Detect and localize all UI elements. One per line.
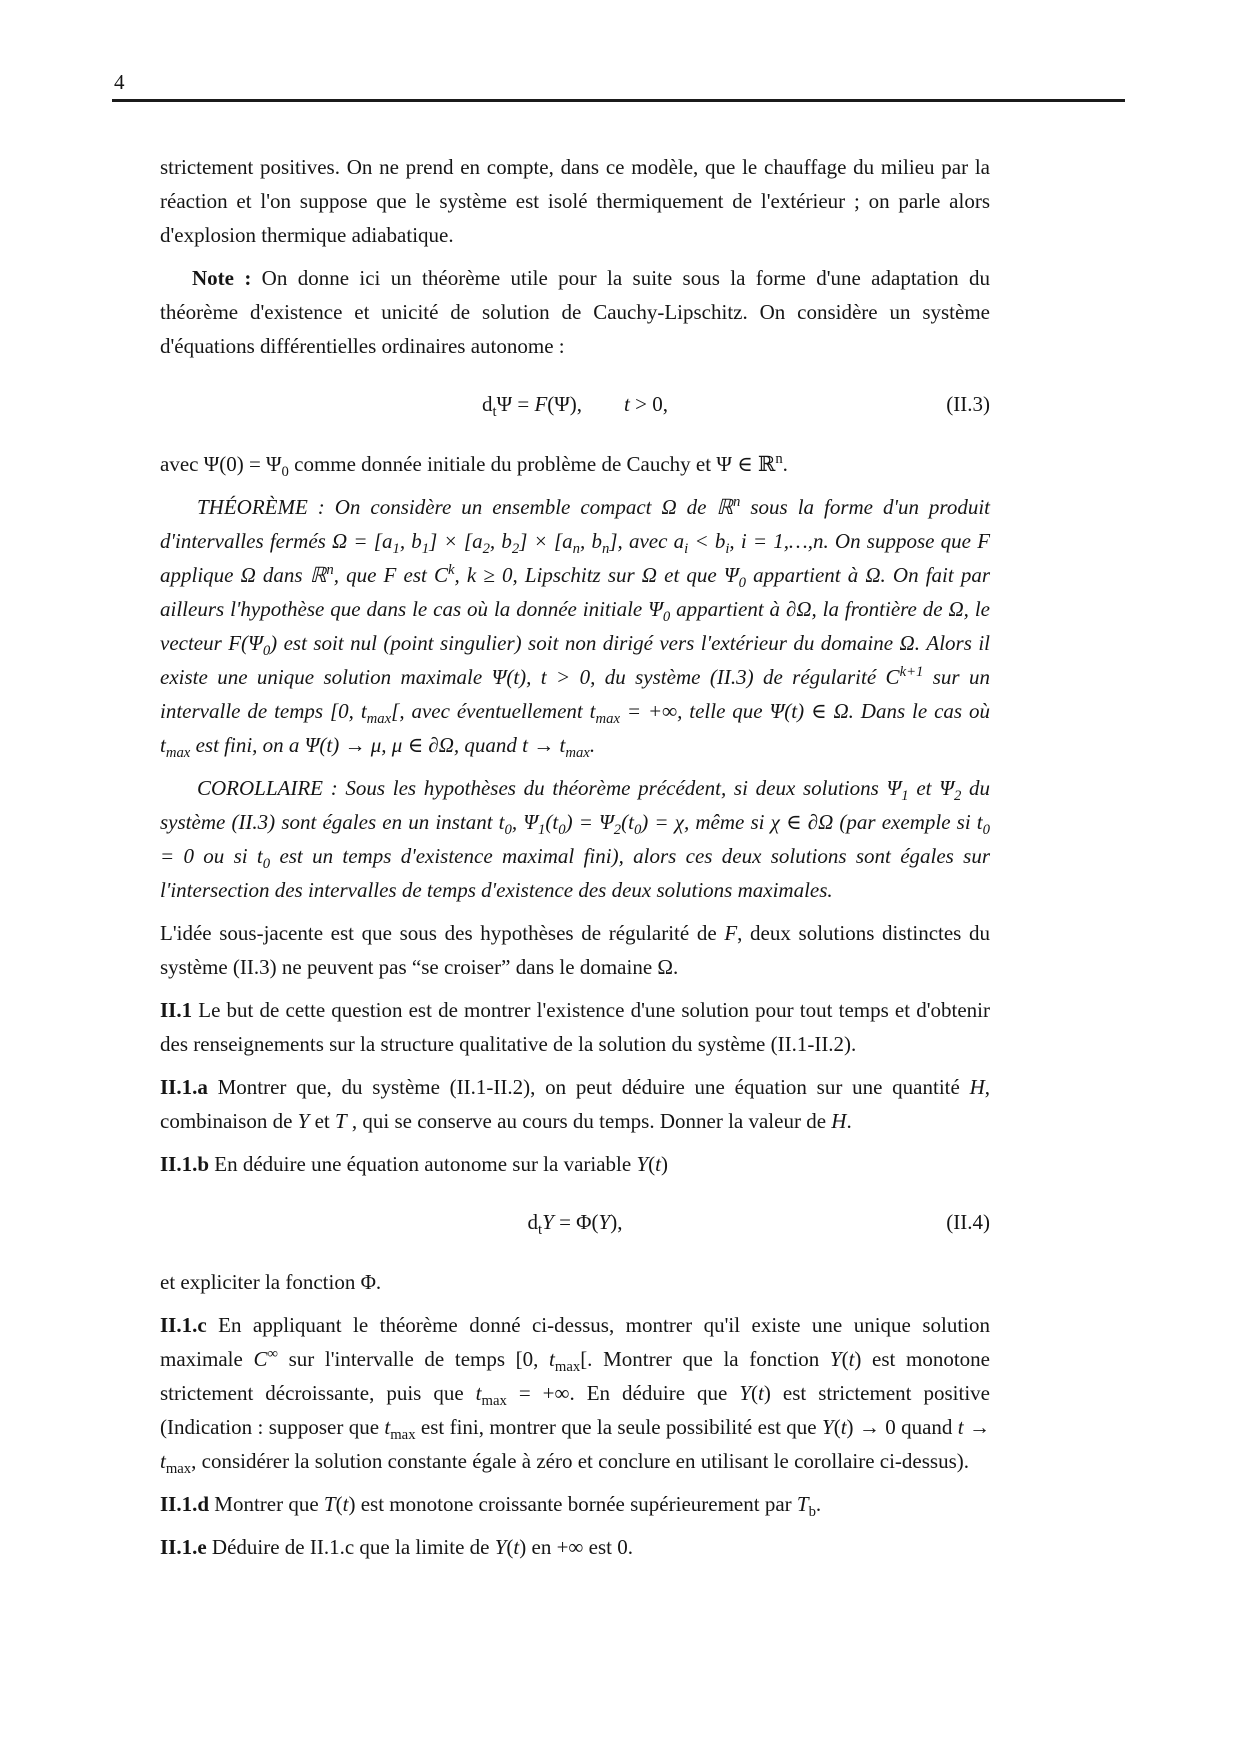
paragraph-theoreme: THÉORÈME : On considère un ensemble compact Ω de ℝ$^n$ sous la forme d'un produit d'intervalles fermés $\Omega = [a_1$, $b_1] \times [a_2$, $b_2] \times [a_n$, $b_n$], avec $a_i < b_i$, i = 1,…,n. On suppose que F applique Ω dans ℝ$^n$, que F est $C^k$, k ≥ 0, Lipschitz sur Ω et que $\Psi_0$ appartient à Ω. On fait par ailleurs l'hypothèse que dans le cas où la donnée initiale $\Psi_0$ appartient à ∂Ω, la frontière de Ω, le vecteur $F(\Psi_0)$ est soit nul (point singulier) soit non dirigé vers l'extérieur du domaine Ω. Alors il existe une unique solution maximale Ψ(t), t > 0, du système (II.3) de régularité $C^{k+1}$ sur un intervalle de temps [0, $t_{max}$[, avec éventuellement $t_{max}$ = +∞, telle que Ψ(t) ∈ Ω. Dans le cas où $t_{max}$ est fini, on a Ψ(t) → μ, μ ∈ ∂Ω, quand $t \to t_{max}$.: [160, 494, 991, 762]
text-column: [160, 150, 990, 1573]
equation-II4-body: $d_tY = \Phi(Y)$,: [527, 1210, 623, 1239]
equation-II3-body: $d_t\Psi = F(\Psi)$, t > 0,: [482, 392, 668, 421]
paragraph-corollaire: COROLLAIRE : Sous les hypothèses du théorème précédent, si deux solutions $\Psi_1$ et $\Psi_2$ du système (II.3) sont égales en un instant $t_0$, $\Psi_1(t_0) = \Psi_2(t_0) = \chi$, même si χ ∈ ∂Ω (par exemple si $t_0 = 0$ ou si $t_0$ est un temps d'existence maximal fini), alors ces deux solutions sont égales sur l'intersection des intervalles de temps d'existence des deux solutions maximales.: [160, 776, 991, 902]
equation-II4-label: (II.4): [946, 1210, 990, 1234]
page-number: 4: [114, 70, 125, 94]
paragraph-question-II1a: II.1.a Montrer que, du système (II.1-II.2), on peut déduire une équation sur une quantité H, combinaison de Y et T , qui se conserve au cours du temps. Donner la valeur de H.: [160, 1075, 990, 1133]
paragraph-question-II1c: II.1.c En appliquant le théorème donné ci-dessus, montrer qu'il existe une unique solution maximale C∞ sur l'intervalle de temps [0, $t_{max}$[. Montrer que la fonction Y(t) est monotone strictement décroissante, puis que $t_{max}$ = +∞. En déduire que Y(t) est strictement positive (Indication : supposer que $t_{max}$ est fini, montrer que la seule possibilité est que Y(t) → 0 quand $t \to t_{max}$, considérer la solution constante égale à zéro et conclure en utilisant le corollaire ci-dessus).: [160, 1313, 991, 1478]
paragraph-question-II1d: II.1.d Montrer que T(t) est monotone croissante bornée supérieurement par $T_b$.: [160, 1492, 822, 1521]
paragraph-initial-condition: avec $\Psi(0) = \Psi_0$ comme donnée initiale du problème de Cauchy et Ψ ∈ ℝ$^n$.: [160, 451, 788, 481]
paragraph-question-II1b-cont: et expliciter la fonction Φ.: [160, 1270, 382, 1294]
equation-II4: [160, 1205, 990, 1239]
paragraph-note: Note : On donne ici un théorème utile pour la suite sous la forme d'une adaptation du théorème d'existence et unicité de solution de Cauchy-Lipschitz. On considère un système d'équations différentielles ordinaires autonome :: [160, 266, 990, 358]
paragraph-idee: L'idée sous-jacente est que sous des hypothèses de régularité de F, deux solutions distinctes du système (II.3) ne peuvent pas “se croiser” dans le domaine Ω.: [160, 921, 990, 979]
equation-II3: [160, 387, 990, 421]
header-rule: [112, 99, 1125, 102]
equation-II3-label: (II.3): [946, 392, 990, 416]
paragraph-question-II1e: II.1.e Déduire de II.1.c que la limite de Y(t) en +∞ est 0.: [160, 1535, 633, 1559]
paragraph-question-II1: II.1 Le but de cette question est de montrer l'existence d'une solution pour tout temps et d'obtenir des renseignements sur la structure qualitative de la solution du système (II.1-II.2).: [160, 998, 990, 1056]
paragraph-question-II1b: II.1.b En déduire une équation autonome sur la variable Y(t): [160, 1152, 668, 1176]
paragraph-intro: strictement positives. On ne prend en compte, dans ce modèle, que le chauffage du milieu par la réaction et l'on suppose que le système est isolé thermiquement de l'extérieur ; on parle alors d'explosion thermique adiabatique.: [160, 155, 990, 247]
